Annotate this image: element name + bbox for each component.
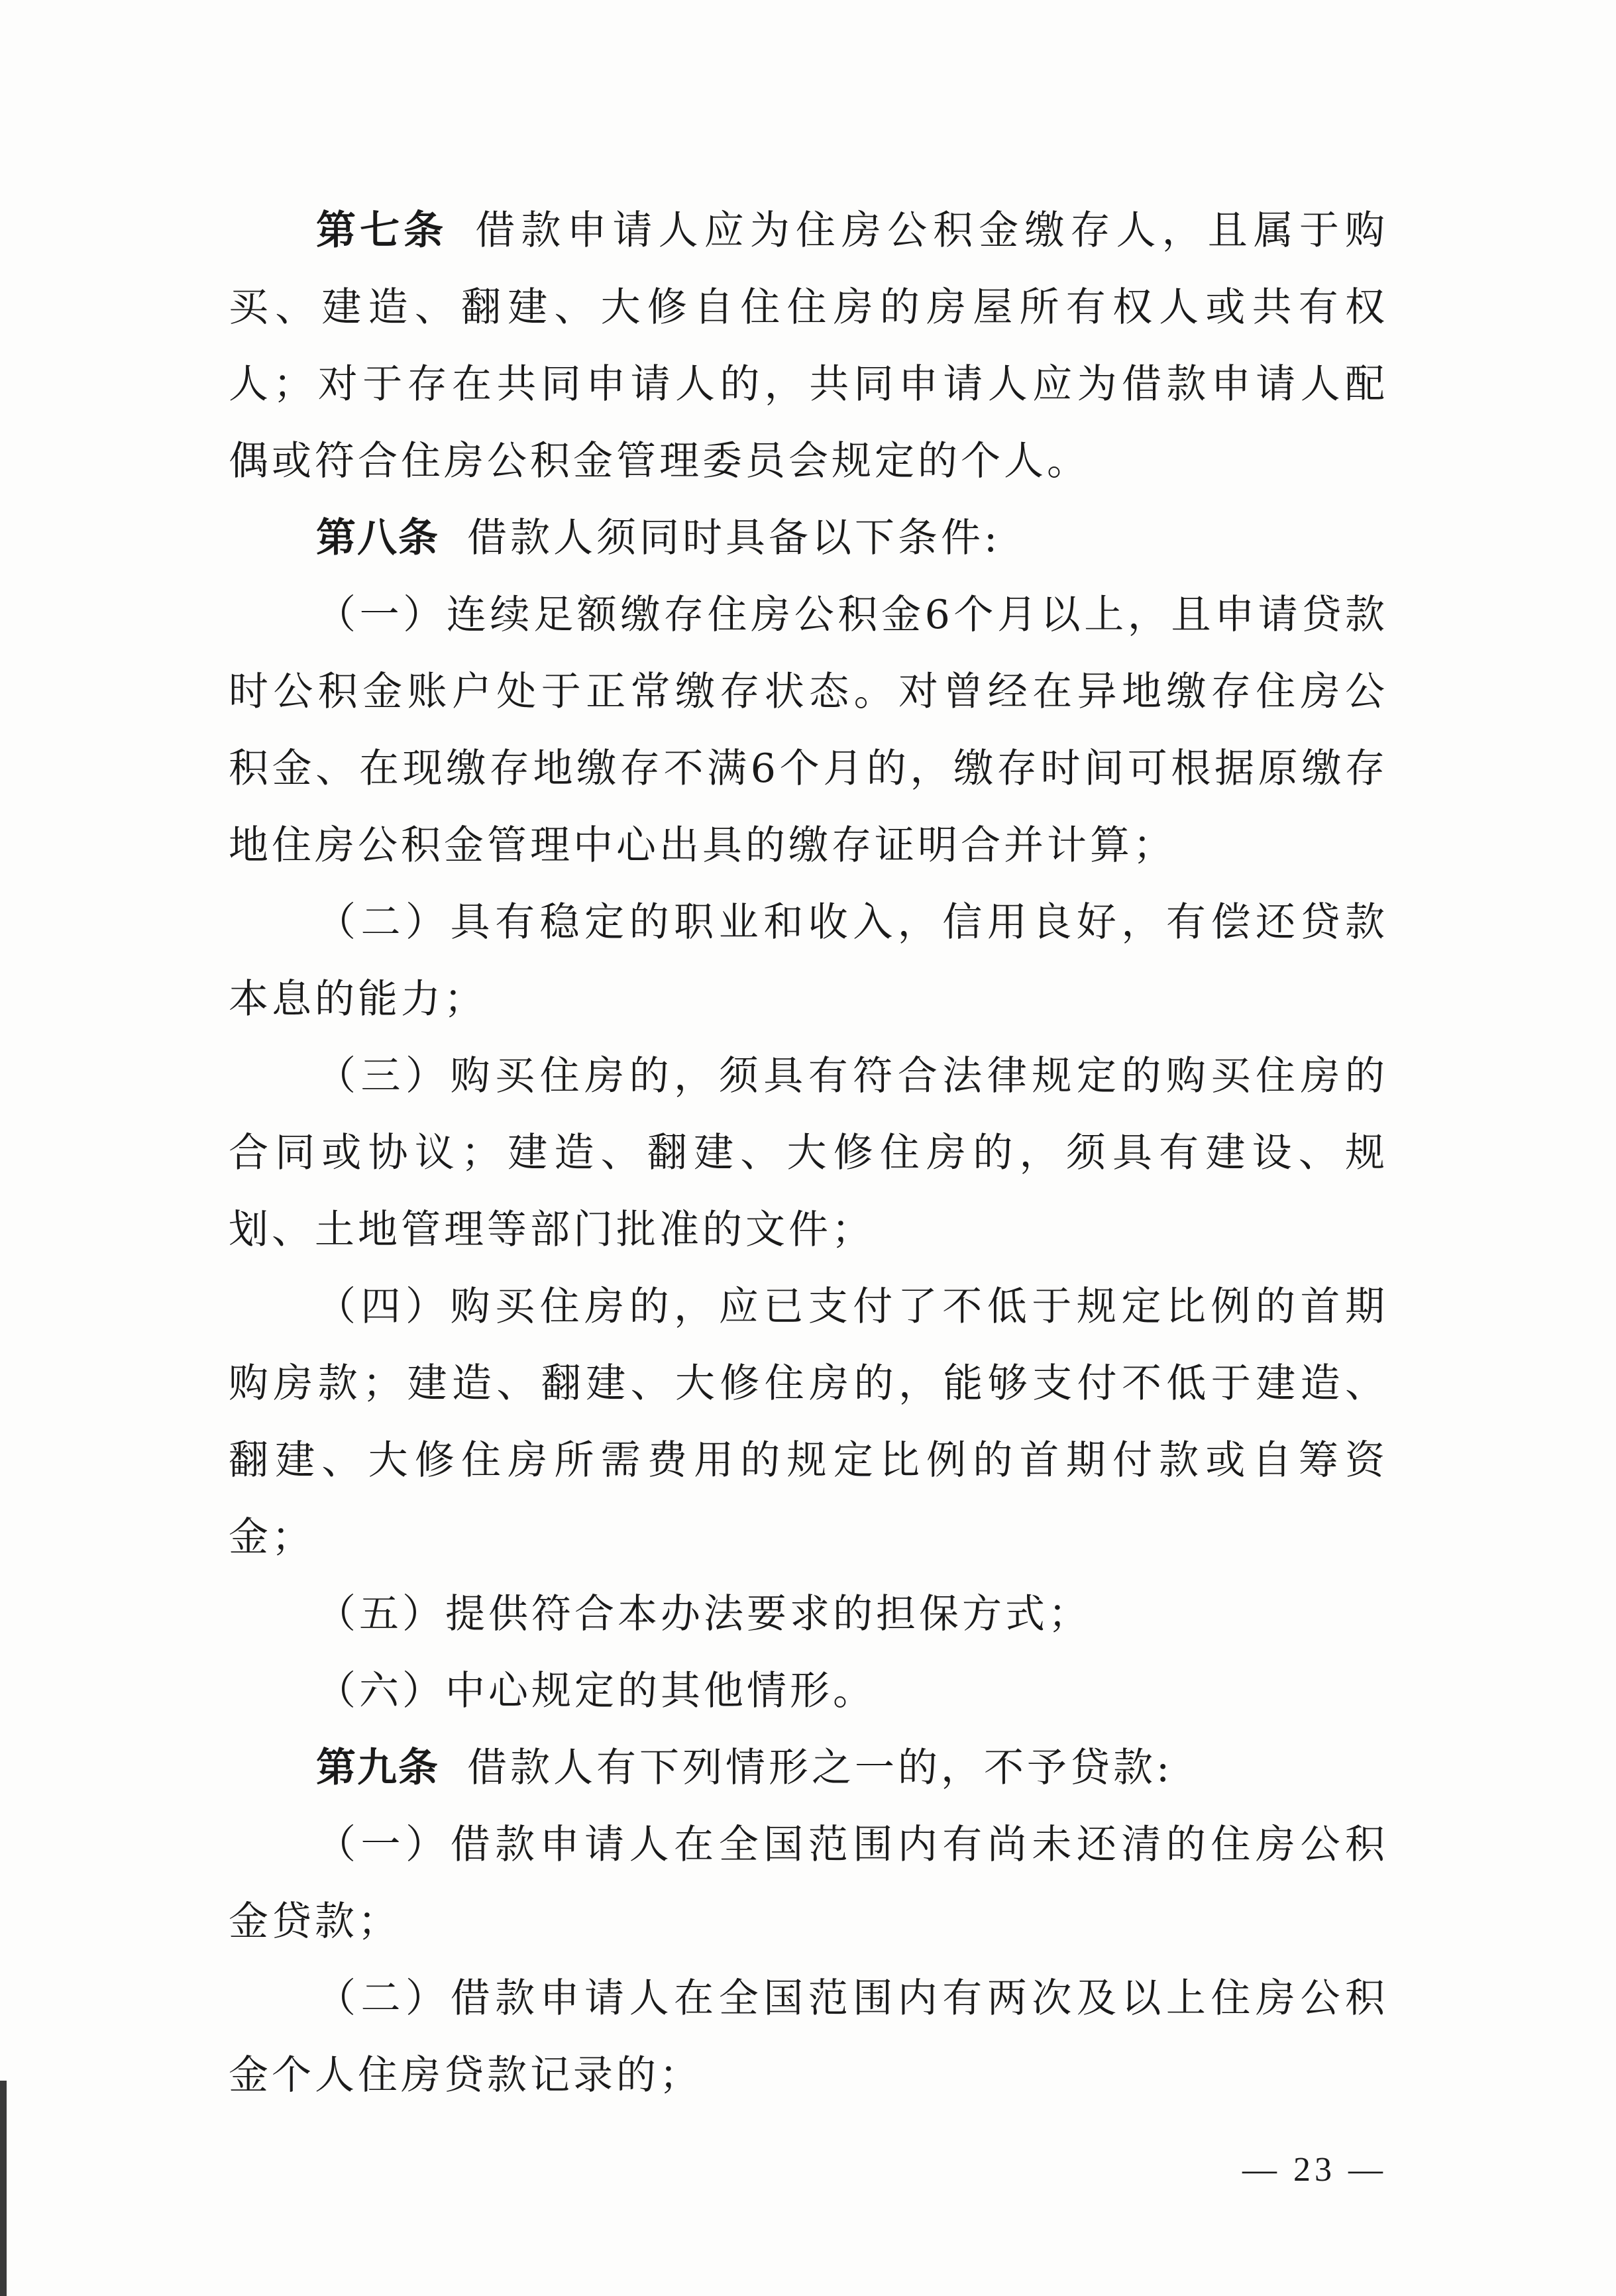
article-8-item-4: （四）购买住房的，应已支付了不低于规定比例的首期购房款；建造、翻建、大修住房的，能够支付不低于建造、翻建、大修住房所需费用的规定比例的首期付款或自筹资金； (229, 1284, 1388, 1560)
article-9-text: 借款人有下列情形之一的，不予贷款: (467, 1745, 1173, 1791)
article-8-item-2: （二）具有稳定的职业和收入，信用良好，有偿还贷款本息的能力； (229, 899, 1388, 1022)
document-body (229, 192, 1388, 2114)
article-7-title: 第七条 (316, 207, 448, 254)
page-number: — 23 — (1242, 2151, 1387, 2189)
article-8-item-1: （一）连续足额缴存住房公积金6个月以上，且申请贷款时公积金账户处于正常缴存状态。对曾经在异地缴存住房公积金、在现缴存地缴存不满6个月的，缴存时间可根据原缴存地住房公积金管理中心出具的缴存证明合并计算； (229, 592, 1388, 869)
scan-edge-shadow (0, 2081, 7, 2296)
article-9-item-2: （二）借款申请人在全国范围内有两次及以上住房公积金个人住房贷款记录的； (229, 1975, 1388, 2099)
article-7 (229, 192, 1388, 500)
article-8-title: 第八条 (316, 515, 439, 561)
article-9 (229, 1729, 1388, 1806)
article-8-item-6: （六）中心规定的其他情形。 (316, 1668, 876, 1714)
article-8 (229, 500, 1388, 576)
article-9-item-1: （一）借款申请人在全国范围内有尚未还清的住房公积金贷款； (229, 1822, 1388, 1945)
article-8-text: 借款人须同时具备以下条件: (467, 515, 1001, 561)
article-9-title: 第九条 (316, 1745, 439, 1791)
article-8-item-5: （五）提供符合本办法要求的担保方式； (316, 1591, 1091, 1637)
article-7-text: 借款申请人应为住房公积金缴存人，且属于购买、建造、翻建、大修自住住房的房屋所有权人或共有权人；对于存在共同申请人的，共同申请人应为借款申请人配偶或符合住房公积金管理委员会规定的个人。 (229, 207, 1389, 484)
article-8-item-3: （三）购买住房的，须具有符合法律规定的购买住房的合同或协议；建造、翻建、大修住房的，须具有建设、规划、土地管理等部门批准的文件； (229, 1053, 1388, 1253)
